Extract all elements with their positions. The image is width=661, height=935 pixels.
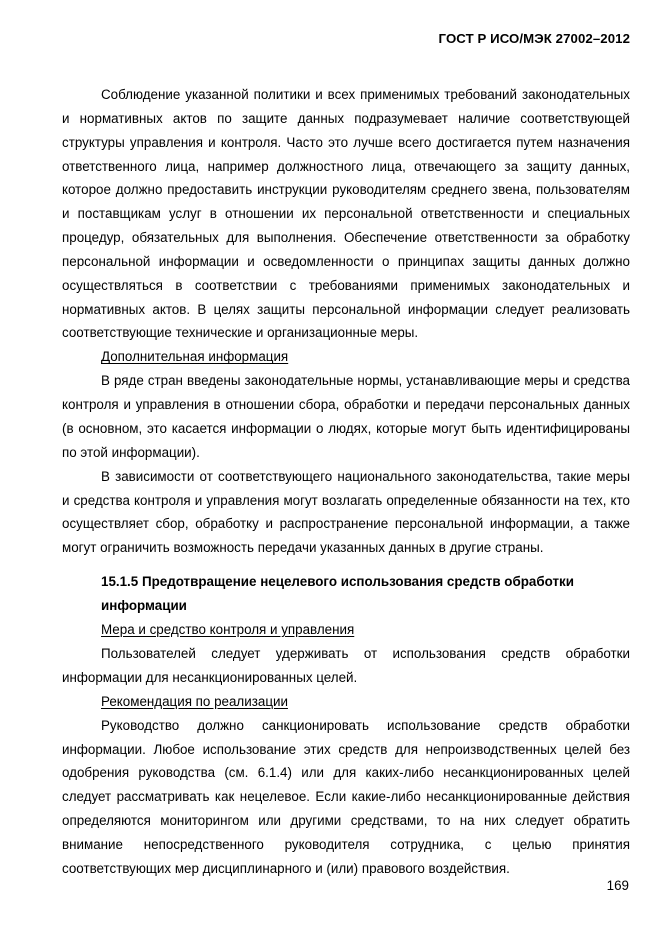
paragraph-policy-compliance: Соблюдение указанной политики и всех применимых требований законодательных и нормативных актов по защите данных подразумевает наличие соответствующей структуры управления и контроля. Часто это лучше всего достигается путем назначения ответственного лица, например должностного лица, отвечающего за защиту данных, которое должно предоставить инструкции руководителям среднего звена, пользователям и поставщикам услуг в отношении их персональной ответственности и специальных процедур, обязательных для выполнения. Обеспечение ответственности за обработку персональной информации и осведомленности о принципах защиты данных должно осуществляться в соответствии с требованиями применимых законодательных и нормативных актов. В целях защиты персональной информации следует реализовать соответствующие технические и организационные меры. [62,87,630,341]
page-content [62,83,630,881]
paragraph-legislation: В ряде стран введены законодательные нормы, устанавливающие меры и средства контроля и управления в отношении сбора, обработки и передачи персональных данных (в основном, это касается информации о людях, которые могут быть идентифицированы по этой информации). [62,373,630,460]
standard-header: ГОСТ Р ИСО/МЭК 27002–2012 [438,31,630,46]
page-number: 169 [606,878,629,893]
additional-info-title: Дополнительная информация [101,349,289,365]
section-heading-15-1-5 [62,570,630,618]
section-spacer [62,560,630,570]
paragraph-national-law: В зависимости от соответствующего национального законодательства, такие меры и средства контроля и управления могут возлагать определенные обязанности на тех, кто осуществляет сбор, обработку и распространение персональной информации, а также могут ограничить возможность передачи указанных данных в другие страны. [62,468,630,556]
control-title: Мера и средство контроля и управления [101,622,355,638]
subheading-implementation [62,690,630,714]
subheading-control [62,618,630,642]
paragraph-implementation: Руководство должно санкционировать использование средств обработки информации. Любое использование этих средств для непроизводственных целей без одобрения руководства (см. 6.1.4) или для каких-либо несанкционированных целей следует рассматривать как нецелевое. Если какие-либо несанкционированные действия определяются мониторингом или другими средствами, то на них следует обратить внимание непосредственного руководителя сотрудника, с целью принятия соответствующих мер дисциплинарного и (или) правового воздействия. [62,717,630,876]
subheading-additional-info [62,345,630,369]
section-heading-line2: информации [101,598,187,614]
section-heading-line1: 15.1.5 Предотвращение нецелевого использования средств обработки [101,574,574,590]
implementation-title: Рекомендация по реализации [101,693,288,709]
paragraph-control: Пользователей следует удерживать от использования средств обработки информации для несанкционированных целей. [62,646,630,685]
